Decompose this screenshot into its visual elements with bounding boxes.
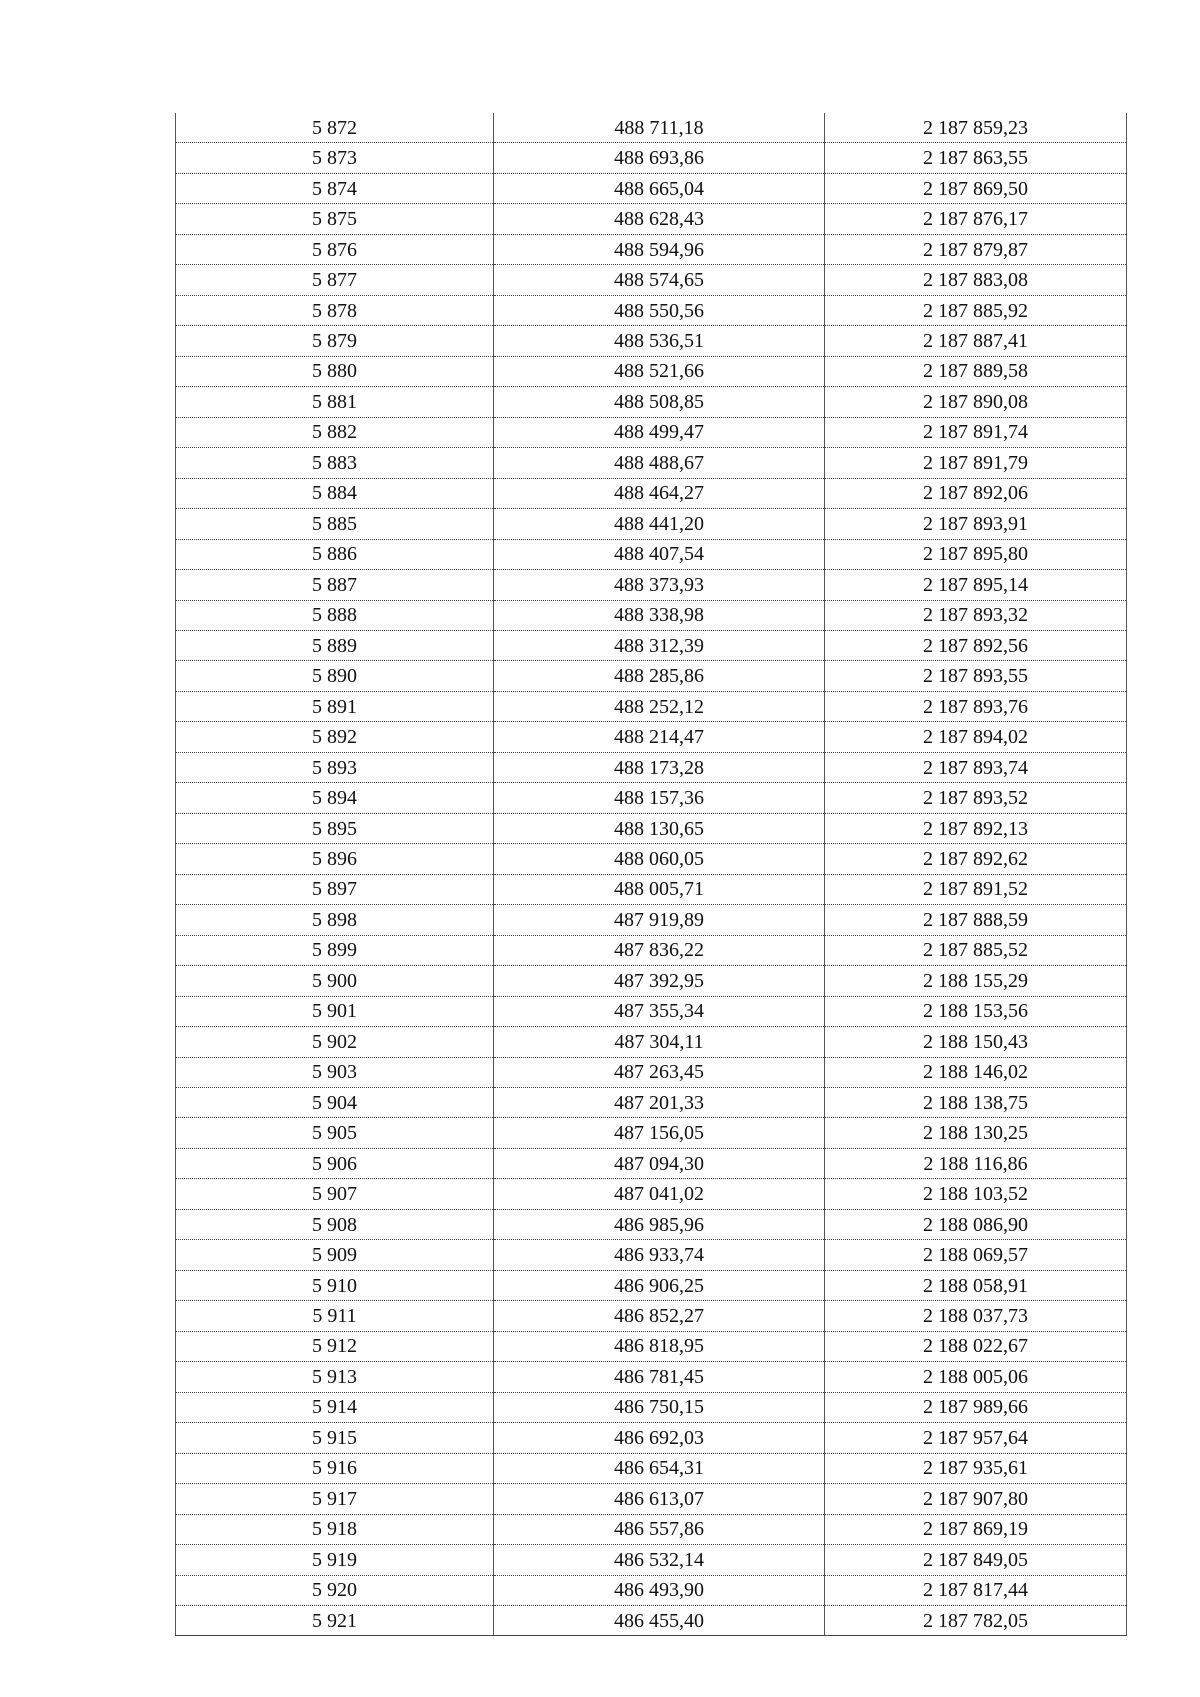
y-coordinate-cell: 2 188 155,29 xyxy=(825,966,1127,996)
x-coordinate-cell: 488 628,43 xyxy=(494,204,825,234)
x-coordinate-cell: 486 985,96 xyxy=(494,1209,825,1239)
x-coordinate-cell: 486 692,03 xyxy=(494,1423,825,1453)
table-row xyxy=(176,234,1127,264)
point-number-cell: 5 904 xyxy=(176,1088,494,1118)
table-row xyxy=(176,1453,1127,1483)
y-coordinate-cell: 2 187 879,87 xyxy=(825,234,1127,264)
point-number-cell: 5 891 xyxy=(176,691,494,721)
y-coordinate-cell: 2 187 863,55 xyxy=(825,143,1127,173)
table-row xyxy=(176,661,1127,691)
x-coordinate-cell: 487 392,95 xyxy=(494,966,825,996)
y-coordinate-cell: 2 187 893,76 xyxy=(825,691,1127,721)
y-coordinate-cell: 2 188 037,73 xyxy=(825,1301,1127,1331)
x-coordinate-cell: 487 263,45 xyxy=(494,1057,825,1087)
table-row xyxy=(176,113,1127,143)
point-number-cell: 5 880 xyxy=(176,356,494,386)
table-row xyxy=(176,691,1127,721)
point-number-cell: 5 885 xyxy=(176,509,494,539)
y-coordinate-cell: 2 188 153,56 xyxy=(825,996,1127,1026)
x-coordinate-cell: 488 574,65 xyxy=(494,265,825,295)
point-number-cell: 5 919 xyxy=(176,1545,494,1575)
x-coordinate-cell: 486 613,07 xyxy=(494,1484,825,1514)
point-number-cell: 5 888 xyxy=(176,600,494,630)
point-number-cell: 5 900 xyxy=(176,966,494,996)
table-row xyxy=(176,1057,1127,1087)
y-coordinate-cell: 2 187 893,52 xyxy=(825,783,1127,813)
point-number-cell: 5 877 xyxy=(176,265,494,295)
table-row xyxy=(176,539,1127,569)
x-coordinate-cell: 488 665,04 xyxy=(494,173,825,203)
point-number-cell: 5 913 xyxy=(176,1362,494,1392)
x-coordinate-cell: 488 252,12 xyxy=(494,691,825,721)
point-number-cell: 5 874 xyxy=(176,173,494,203)
table-row xyxy=(176,326,1127,356)
table-row xyxy=(176,722,1127,752)
y-coordinate-cell: 2 187 817,44 xyxy=(825,1575,1127,1605)
y-coordinate-cell: 2 187 892,06 xyxy=(825,478,1127,508)
table-row xyxy=(176,874,1127,904)
y-coordinate-cell: 2 187 891,52 xyxy=(825,874,1127,904)
table-row xyxy=(176,387,1127,417)
table-row xyxy=(176,905,1127,935)
coordinates-table-body xyxy=(176,113,1127,1636)
x-coordinate-cell: 486 557,86 xyxy=(494,1514,825,1544)
y-coordinate-cell: 2 187 907,80 xyxy=(825,1484,1127,1514)
point-number-cell: 5 901 xyxy=(176,996,494,1026)
x-coordinate-cell: 487 836,22 xyxy=(494,935,825,965)
point-number-cell: 5 903 xyxy=(176,1057,494,1087)
table-row xyxy=(176,1027,1127,1057)
y-coordinate-cell: 2 188 130,25 xyxy=(825,1118,1127,1148)
y-coordinate-cell: 2 187 891,79 xyxy=(825,448,1127,478)
point-number-cell: 5 889 xyxy=(176,630,494,660)
x-coordinate-cell: 487 156,05 xyxy=(494,1118,825,1148)
y-coordinate-cell: 2 187 782,05 xyxy=(825,1605,1127,1635)
y-coordinate-cell: 2 187 893,91 xyxy=(825,509,1127,539)
table-row xyxy=(176,1088,1127,1118)
y-coordinate-cell: 2 187 892,13 xyxy=(825,813,1127,843)
point-number-cell: 5 907 xyxy=(176,1179,494,1209)
y-coordinate-cell: 2 187 895,14 xyxy=(825,570,1127,600)
point-number-cell: 5 911 xyxy=(176,1301,494,1331)
point-number-cell: 5 917 xyxy=(176,1484,494,1514)
table-row xyxy=(176,813,1127,843)
point-number-cell: 5 909 xyxy=(176,1240,494,1270)
point-number-cell: 5 895 xyxy=(176,813,494,843)
point-number-cell: 5 894 xyxy=(176,783,494,813)
table-row xyxy=(176,1605,1127,1635)
x-coordinate-cell: 487 919,89 xyxy=(494,905,825,935)
table-row xyxy=(176,1575,1127,1605)
point-number-cell: 5 921 xyxy=(176,1605,494,1635)
point-number-cell: 5 890 xyxy=(176,661,494,691)
table-row xyxy=(176,1392,1127,1422)
x-coordinate-cell: 488 464,27 xyxy=(494,478,825,508)
x-coordinate-cell: 488 285,86 xyxy=(494,661,825,691)
y-coordinate-cell: 2 187 891,74 xyxy=(825,417,1127,447)
y-coordinate-cell: 2 187 892,62 xyxy=(825,844,1127,874)
y-coordinate-cell: 2 187 888,59 xyxy=(825,905,1127,935)
y-coordinate-cell: 2 188 022,67 xyxy=(825,1331,1127,1361)
table-row xyxy=(176,356,1127,386)
table-row xyxy=(176,265,1127,295)
point-number-cell: 5 886 xyxy=(176,539,494,569)
y-coordinate-cell: 2 187 989,66 xyxy=(825,1392,1127,1422)
x-coordinate-cell: 488 407,54 xyxy=(494,539,825,569)
point-number-cell: 5 920 xyxy=(176,1575,494,1605)
x-coordinate-cell: 486 455,40 xyxy=(494,1605,825,1635)
y-coordinate-cell: 2 187 876,17 xyxy=(825,204,1127,234)
x-coordinate-cell: 486 906,25 xyxy=(494,1270,825,1300)
y-coordinate-cell: 2 187 894,02 xyxy=(825,722,1127,752)
point-number-cell: 5 872 xyxy=(176,113,494,143)
x-coordinate-cell: 487 304,11 xyxy=(494,1027,825,1057)
point-number-cell: 5 914 xyxy=(176,1392,494,1422)
point-number-cell: 5 878 xyxy=(176,295,494,325)
point-number-cell: 5 892 xyxy=(176,722,494,752)
x-coordinate-cell: 487 041,02 xyxy=(494,1179,825,1209)
y-coordinate-cell: 2 187 957,64 xyxy=(825,1423,1127,1453)
table-row xyxy=(176,1179,1127,1209)
y-coordinate-cell: 2 188 138,75 xyxy=(825,1088,1127,1118)
x-coordinate-cell: 486 532,14 xyxy=(494,1545,825,1575)
y-coordinate-cell: 2 188 150,43 xyxy=(825,1027,1127,1057)
table-row xyxy=(176,935,1127,965)
y-coordinate-cell: 2 188 103,52 xyxy=(825,1179,1127,1209)
table-row xyxy=(176,204,1127,234)
x-coordinate-cell: 488 441,20 xyxy=(494,509,825,539)
point-number-cell: 5 915 xyxy=(176,1423,494,1453)
y-coordinate-cell: 2 187 849,05 xyxy=(825,1545,1127,1575)
x-coordinate-cell: 486 654,31 xyxy=(494,1453,825,1483)
y-coordinate-cell: 2 187 890,08 xyxy=(825,387,1127,417)
y-coordinate-cell: 2 188 058,91 xyxy=(825,1270,1127,1300)
table-row xyxy=(176,752,1127,782)
x-coordinate-cell: 486 781,45 xyxy=(494,1362,825,1392)
point-number-cell: 5 887 xyxy=(176,570,494,600)
table-row xyxy=(176,1148,1127,1178)
x-coordinate-cell: 488 693,86 xyxy=(494,143,825,173)
table-row xyxy=(176,570,1127,600)
x-coordinate-cell: 488 157,36 xyxy=(494,783,825,813)
x-coordinate-cell: 488 130,65 xyxy=(494,813,825,843)
point-number-cell: 5 902 xyxy=(176,1027,494,1057)
y-coordinate-cell: 2 187 885,92 xyxy=(825,295,1127,325)
y-coordinate-cell: 2 187 893,74 xyxy=(825,752,1127,782)
point-number-cell: 5 883 xyxy=(176,448,494,478)
y-coordinate-cell: 2 188 086,90 xyxy=(825,1209,1127,1239)
point-number-cell: 5 916 xyxy=(176,1453,494,1483)
point-number-cell: 5 896 xyxy=(176,844,494,874)
table-row xyxy=(176,417,1127,447)
table-row xyxy=(176,173,1127,203)
point-number-cell: 5 897 xyxy=(176,874,494,904)
table-row xyxy=(176,966,1127,996)
table-row xyxy=(176,996,1127,1026)
point-number-cell: 5 884 xyxy=(176,478,494,508)
x-coordinate-cell: 487 094,30 xyxy=(494,1148,825,1178)
point-number-cell: 5 875 xyxy=(176,204,494,234)
x-coordinate-cell: 488 550,56 xyxy=(494,295,825,325)
x-coordinate-cell: 486 933,74 xyxy=(494,1240,825,1270)
table-row xyxy=(176,295,1127,325)
y-coordinate-cell: 2 187 869,19 xyxy=(825,1514,1127,1544)
y-coordinate-cell: 2 187 885,52 xyxy=(825,935,1127,965)
table-row xyxy=(176,1545,1127,1575)
y-coordinate-cell: 2 187 935,61 xyxy=(825,1453,1127,1483)
y-coordinate-cell: 2 187 893,55 xyxy=(825,661,1127,691)
table-row xyxy=(176,1240,1127,1270)
y-coordinate-cell: 2 187 893,32 xyxy=(825,600,1127,630)
y-coordinate-cell: 2 187 887,41 xyxy=(825,326,1127,356)
table-row xyxy=(176,478,1127,508)
table-row xyxy=(176,630,1127,660)
point-number-cell: 5 912 xyxy=(176,1331,494,1361)
table-row xyxy=(176,448,1127,478)
x-coordinate-cell: 486 750,15 xyxy=(494,1392,825,1422)
table-row xyxy=(176,1301,1127,1331)
x-coordinate-cell: 488 060,05 xyxy=(494,844,825,874)
y-coordinate-cell: 2 188 146,02 xyxy=(825,1057,1127,1087)
table-row xyxy=(176,1270,1127,1300)
x-coordinate-cell: 488 488,67 xyxy=(494,448,825,478)
y-coordinate-cell: 2 187 883,08 xyxy=(825,265,1127,295)
table-row xyxy=(176,1331,1127,1361)
x-coordinate-cell: 488 536,51 xyxy=(494,326,825,356)
table-row xyxy=(176,1118,1127,1148)
x-coordinate-cell: 486 493,90 xyxy=(494,1575,825,1605)
x-coordinate-cell: 488 499,47 xyxy=(494,417,825,447)
x-coordinate-cell: 488 173,28 xyxy=(494,752,825,782)
point-number-cell: 5 910 xyxy=(176,1270,494,1300)
point-number-cell: 5 876 xyxy=(176,234,494,264)
y-coordinate-cell: 2 188 069,57 xyxy=(825,1240,1127,1270)
point-number-cell: 5 879 xyxy=(176,326,494,356)
table-row xyxy=(176,1209,1127,1239)
x-coordinate-cell: 487 355,34 xyxy=(494,996,825,1026)
y-coordinate-cell: 2 187 869,50 xyxy=(825,173,1127,203)
x-coordinate-cell: 488 005,71 xyxy=(494,874,825,904)
table-row xyxy=(176,1423,1127,1453)
x-coordinate-cell: 488 338,98 xyxy=(494,600,825,630)
x-coordinate-cell: 488 508,85 xyxy=(494,387,825,417)
y-coordinate-cell: 2 188 005,06 xyxy=(825,1362,1127,1392)
table-row xyxy=(176,509,1127,539)
point-number-cell: 5 893 xyxy=(176,752,494,782)
x-coordinate-cell: 487 201,33 xyxy=(494,1088,825,1118)
x-coordinate-cell: 486 852,27 xyxy=(494,1301,825,1331)
y-coordinate-cell: 2 187 859,23 xyxy=(825,113,1127,143)
y-coordinate-cell: 2 188 116,86 xyxy=(825,1148,1127,1178)
coordinates-table xyxy=(175,113,1127,1636)
y-coordinate-cell: 2 187 895,80 xyxy=(825,539,1127,569)
table-row xyxy=(176,783,1127,813)
y-coordinate-cell: 2 187 892,56 xyxy=(825,630,1127,660)
table-row xyxy=(176,600,1127,630)
x-coordinate-cell: 488 373,93 xyxy=(494,570,825,600)
point-number-cell: 5 898 xyxy=(176,905,494,935)
y-coordinate-cell: 2 187 889,58 xyxy=(825,356,1127,386)
x-coordinate-cell: 488 711,18 xyxy=(494,113,825,143)
table-row xyxy=(176,143,1127,173)
point-number-cell: 5 906 xyxy=(176,1148,494,1178)
table-row xyxy=(176,1514,1127,1544)
point-number-cell: 5 905 xyxy=(176,1118,494,1148)
x-coordinate-cell: 488 312,39 xyxy=(494,630,825,660)
point-number-cell: 5 881 xyxy=(176,387,494,417)
point-number-cell: 5 899 xyxy=(176,935,494,965)
point-number-cell: 5 918 xyxy=(176,1514,494,1544)
point-number-cell: 5 873 xyxy=(176,143,494,173)
table-row xyxy=(176,1484,1127,1514)
x-coordinate-cell: 488 214,47 xyxy=(494,722,825,752)
x-coordinate-cell: 488 521,66 xyxy=(494,356,825,386)
table-row xyxy=(176,844,1127,874)
point-number-cell: 5 882 xyxy=(176,417,494,447)
x-coordinate-cell: 488 594,96 xyxy=(494,234,825,264)
table-row xyxy=(176,1362,1127,1392)
x-coordinate-cell: 486 818,95 xyxy=(494,1331,825,1361)
point-number-cell: 5 908 xyxy=(176,1209,494,1239)
